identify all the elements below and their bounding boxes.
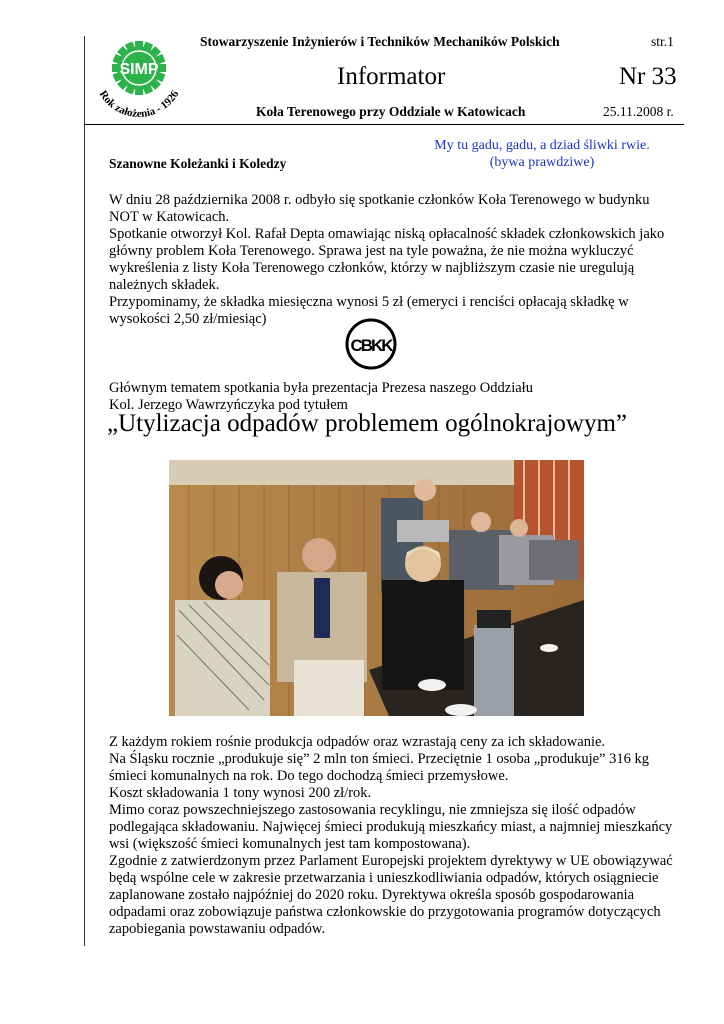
issue-number: Nr 33 [619, 63, 677, 90]
topic-paragraph [109, 380, 684, 414]
text-line: wysokości 2,50 zł/miesiąc) [109, 311, 267, 327]
motto [424, 137, 660, 171]
text-line: śmieci komunalnych na rok. Do tego dochodzą śmieci przemysłowe. [109, 768, 509, 784]
branch-name: Koła Terenowego przy Oddziale w Katowicach [256, 104, 526, 119]
text-line: Głównym tematem spotkania była prezentacja Prezesa naszego Oddziału [109, 380, 533, 396]
text-line: odpadami oraz zobowiązuje państwa członkowskie do przygotowania programów dotyczących [109, 904, 661, 920]
presentation-title: „Utylizacja odpadów problemem ogólnokrajowym” [107, 410, 627, 437]
motto-line: My tu gadu, gadu, a dziad śliwki rwie. [434, 138, 650, 153]
text-line: Mimo coraz powszechniejszego zastosowania recyklingu, nie zmniejsza się ilość odpadów [109, 802, 636, 818]
text-line: podlegająca składowaniu. Najwięcej śmieci produkują mieszkańcy miast, a najmniej mieszkańcy [109, 819, 673, 835]
text-line: Spotkanie otworzył Kol. Rafał Depta omawiając niską opłacalność składek członkowskich jako [109, 226, 665, 242]
issue-date: 25.11.2008 r. [603, 104, 674, 119]
text-line: Z każdym rokiem rośnie produkcja odpadów oraz wzrastają ceny za ich składowanie. [109, 734, 606, 750]
intro-paragraph [109, 192, 684, 328]
text-line: zaplanowane zostało najpóźniej do 2020 roku. Dyrektywa określa sposób gospodarowania [109, 887, 635, 903]
motto-line: (bywa prawdziwe) [489, 155, 595, 170]
logo-ring-text: Rok założenia - 1926 [96, 88, 182, 121]
organization-name: Stowarzyszenie Inżynierów i Techników Mechaników Polskich [200, 34, 560, 49]
simp-logo [86, 38, 192, 126]
logo-badge-text: SIMP [119, 61, 159, 78]
cbkk-logo [345, 318, 397, 370]
text-line: Koszt składowania 1 tony wynosi 200 zł/rok. [109, 785, 372, 801]
text-line: Kol. Jerzego Wawrzyńczyka pod tytułem [109, 397, 348, 413]
text-line: W dniu 28 października 2008 r. odbyło się spotkanie członków Koła Terenowego w budynku [109, 192, 650, 208]
page-number: str.1 [651, 34, 674, 49]
cbkk-logo-text: CBKK [350, 336, 392, 355]
text-line: NOT w Katowicach. [109, 209, 230, 225]
greeting: Szanowne Koleżanki i Koledzy [109, 156, 287, 171]
text-line: należnych składek. [109, 277, 220, 293]
body-paragraph [109, 734, 684, 938]
text-line: będą wspólne cele w zakresie przetwarzania i unieszkodliwiania odpadów, których osiągniecie [109, 870, 659, 886]
page-title: Informator [337, 63, 446, 90]
text-line: główny problem Koła Terenowego. Sprawa jest na tyle poważna, że nie można wykluczyć [109, 243, 634, 259]
text-line: wykreślenia z listy Koła Terenowego członków, którzy w najbliższym czasie nie uregulują [109, 260, 635, 276]
text-line: wsi (większość śmieci komunalnych jest tam kompostowana). [109, 836, 471, 852]
text-line: Przypominamy, że składka miesięczna wynosi 5 zł (emeryci i renciści opłacają składkę w [109, 294, 629, 310]
meeting-photo [169, 460, 584, 716]
left-margin-rule [84, 36, 85, 946]
text-line: zapobiegania powstawaniu odpadów. [109, 921, 326, 937]
text-line: Na Śląsku rocznie „produkuje się” 2 mln ton śmieci. Przeciętnie 1 osoba „produkuje” 316 kg [109, 751, 649, 767]
text-line: Zgodnie z zatwierdzonym przez Parlament Europejski projektem dyrektywy w UE obowiązywać [109, 853, 673, 869]
